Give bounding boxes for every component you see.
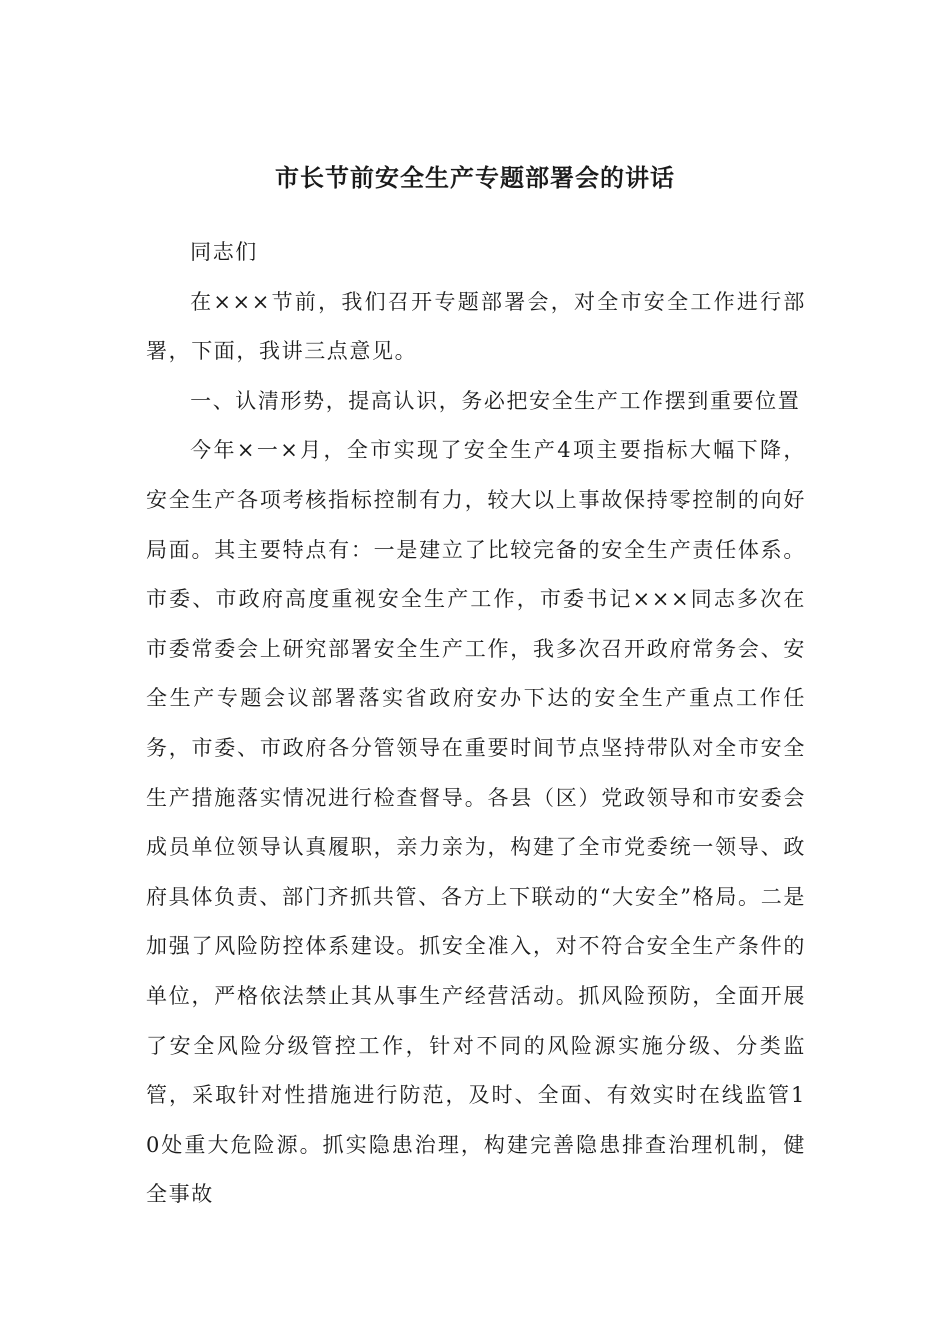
document-title: 市长节前安全生产专题部署会的讲话 xyxy=(275,163,675,192)
section-heading: 一、认清形势，提高认识，务必把安全生产工作摆到重要位置 xyxy=(190,388,801,413)
section-paragraph: 今年×一×月，全市实现了安全生产4项主要指标大幅下降，安全生产各项考核指标控制有力，较大以上事故保持零控制的向好局面。其主要特点有：一是建立了比较完备的安全生产责任体系。市委、市政府高度重视安全生产工作，市委书记×××同志多次在市委常委会上研究部署安全生产工作，我多次召开政府常务会、安全生产专题会议部署落实省政府安办下达的安全生产重点工作任务，市委、市政府各分管领导在重要时间节点坚持带队对全市安全生产措施落实情况进行检查督导。各县（区）党政领导和市安委会成员单位领导认真履职，亲力亲为，构建了全市党委统一领导、政府具体负责、部门齐抓共管、各方上下联动的“大安全”格局。二是加强了风险防控体系建设。抓安全准入，对不符合安全生产条件的单位，严格依法禁止其从事生产经营活动。抓风险预防，全面开展了安全风险分级管控工作，针对不同的风险源实施分级、分类监管，采取针对性措施进行防范，及时、全面、有效实时在线监管10处重大危险源。抓实隐患治理，构建完善隐患排查治理机制，健全事故 xyxy=(146,438,806,1207)
intro-paragraph: 在×××节前，我们召开专题部署会，对全市安全工作进行部署，下面，我讲三点意见。 xyxy=(146,289,806,364)
document-body xyxy=(146,228,806,1220)
salutation: 同志们 xyxy=(190,240,258,264)
